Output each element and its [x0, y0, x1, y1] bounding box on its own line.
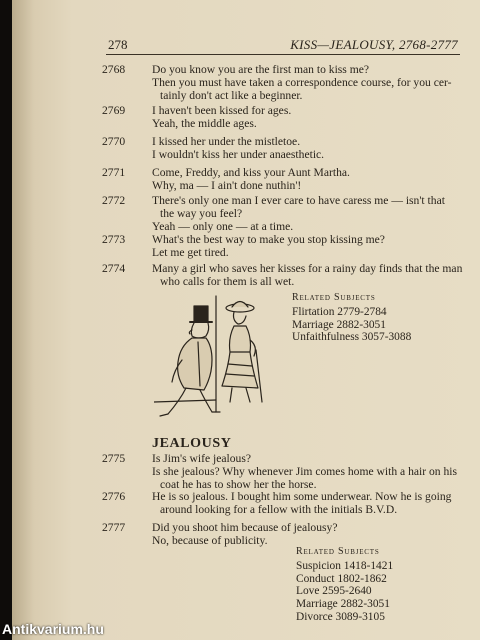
- entry-question-cont: around looking for a fellow with the initials B.V.D.: [160, 503, 398, 516]
- entry-question: Many a girl who saves her kisses for a rainy day finds that the man: [152, 262, 463, 275]
- entry-answer: No, because of publicity.: [152, 534, 268, 547]
- entry-question: What's the best way to make you stop kissing me?: [152, 233, 385, 246]
- header-rule: [106, 54, 460, 55]
- related-item: Unfaithfulness 3057-3088: [292, 331, 412, 344]
- entry-answer-cont: coat he has to show her the horse.: [160, 478, 317, 491]
- entry-question: I kissed her under the mistletoe.: [152, 135, 301, 148]
- page-header: [108, 37, 458, 53]
- entry-number: 2768: [102, 63, 126, 76]
- entry-number: 2770: [102, 135, 126, 148]
- entry-question: Is Jim's wife jealous?: [152, 452, 252, 465]
- entry-question: There's only one man I ever care to have caress me — isn't that: [152, 194, 445, 207]
- related-item: Flirtation 2779-2784: [292, 305, 387, 318]
- related-subjects-kiss: [292, 292, 411, 344]
- related-item: Marriage 2882-3051: [292, 318, 386, 331]
- entry-number: 2774: [102, 262, 126, 275]
- entry-number: 2776: [102, 490, 126, 503]
- entry-question: I haven't been kissed for ages.: [152, 104, 292, 117]
- section-title-jealousy: JEALOUSY: [152, 436, 232, 451]
- entry-question-cont: the way you feel?: [160, 207, 243, 220]
- entry-answer: Is she jealous? Why whenever Jim comes home with a hair on his: [152, 465, 458, 478]
- entry-number: 2772: [102, 194, 126, 207]
- watermark: Antikvarium.hu: [2, 621, 104, 637]
- book-gutter-shadow: [0, 0, 12, 640]
- entry-answer: Then you must have taken a correspondence course, for you cer-: [152, 76, 452, 89]
- cartoon-illustration: [154, 290, 280, 428]
- related-item: Love 2595-2640: [296, 585, 372, 598]
- entry-answer: Yeah — only one — at a time.: [152, 220, 294, 233]
- entry-question: Do you know you are the first man to kiss me?: [152, 63, 370, 76]
- related-item: Divorce 3089-3105: [296, 610, 385, 623]
- entry-answer: Let me get tired.: [152, 246, 229, 259]
- entry-question: He is so jealous. I bought him some underwear. Now he is going: [152, 490, 452, 503]
- entry-answer: I wouldn't kiss her under anaesthetic.: [152, 148, 325, 161]
- related-item: Conduct 1802-1862: [296, 572, 387, 585]
- entry-answer-cont: tainly don't act like a beginner.: [160, 89, 303, 102]
- entry-answer: Why, ma — I ain't done nuthin'!: [152, 179, 302, 192]
- entry-number: 2771: [102, 166, 126, 179]
- related-heading: Related Subjects: [296, 546, 380, 557]
- entry-number: 2773: [102, 233, 126, 246]
- related-item: Marriage 2882-3051: [296, 598, 390, 611]
- entry-number: 2769: [102, 104, 126, 117]
- entry-number: 2777: [102, 521, 126, 534]
- entry-question-cont: who calls for them is all wet.: [160, 275, 295, 288]
- entry-number: 2775: [102, 452, 126, 465]
- entry-question: Come, Freddy, and kiss your Aunt Martha.: [152, 166, 350, 179]
- entry-question: Did you shoot him because of jealousy?: [152, 521, 338, 534]
- page-number: 278: [108, 37, 128, 52]
- running-title: KISS—JEALOUSY, 2768-2777: [290, 37, 458, 52]
- related-item: Suspicion 1418-1421: [296, 559, 394, 572]
- entry-answer: Yeah, the middle ages.: [152, 117, 257, 130]
- related-heading: Related Subjects: [292, 292, 376, 303]
- related-subjects-jealousy: [296, 546, 393, 624]
